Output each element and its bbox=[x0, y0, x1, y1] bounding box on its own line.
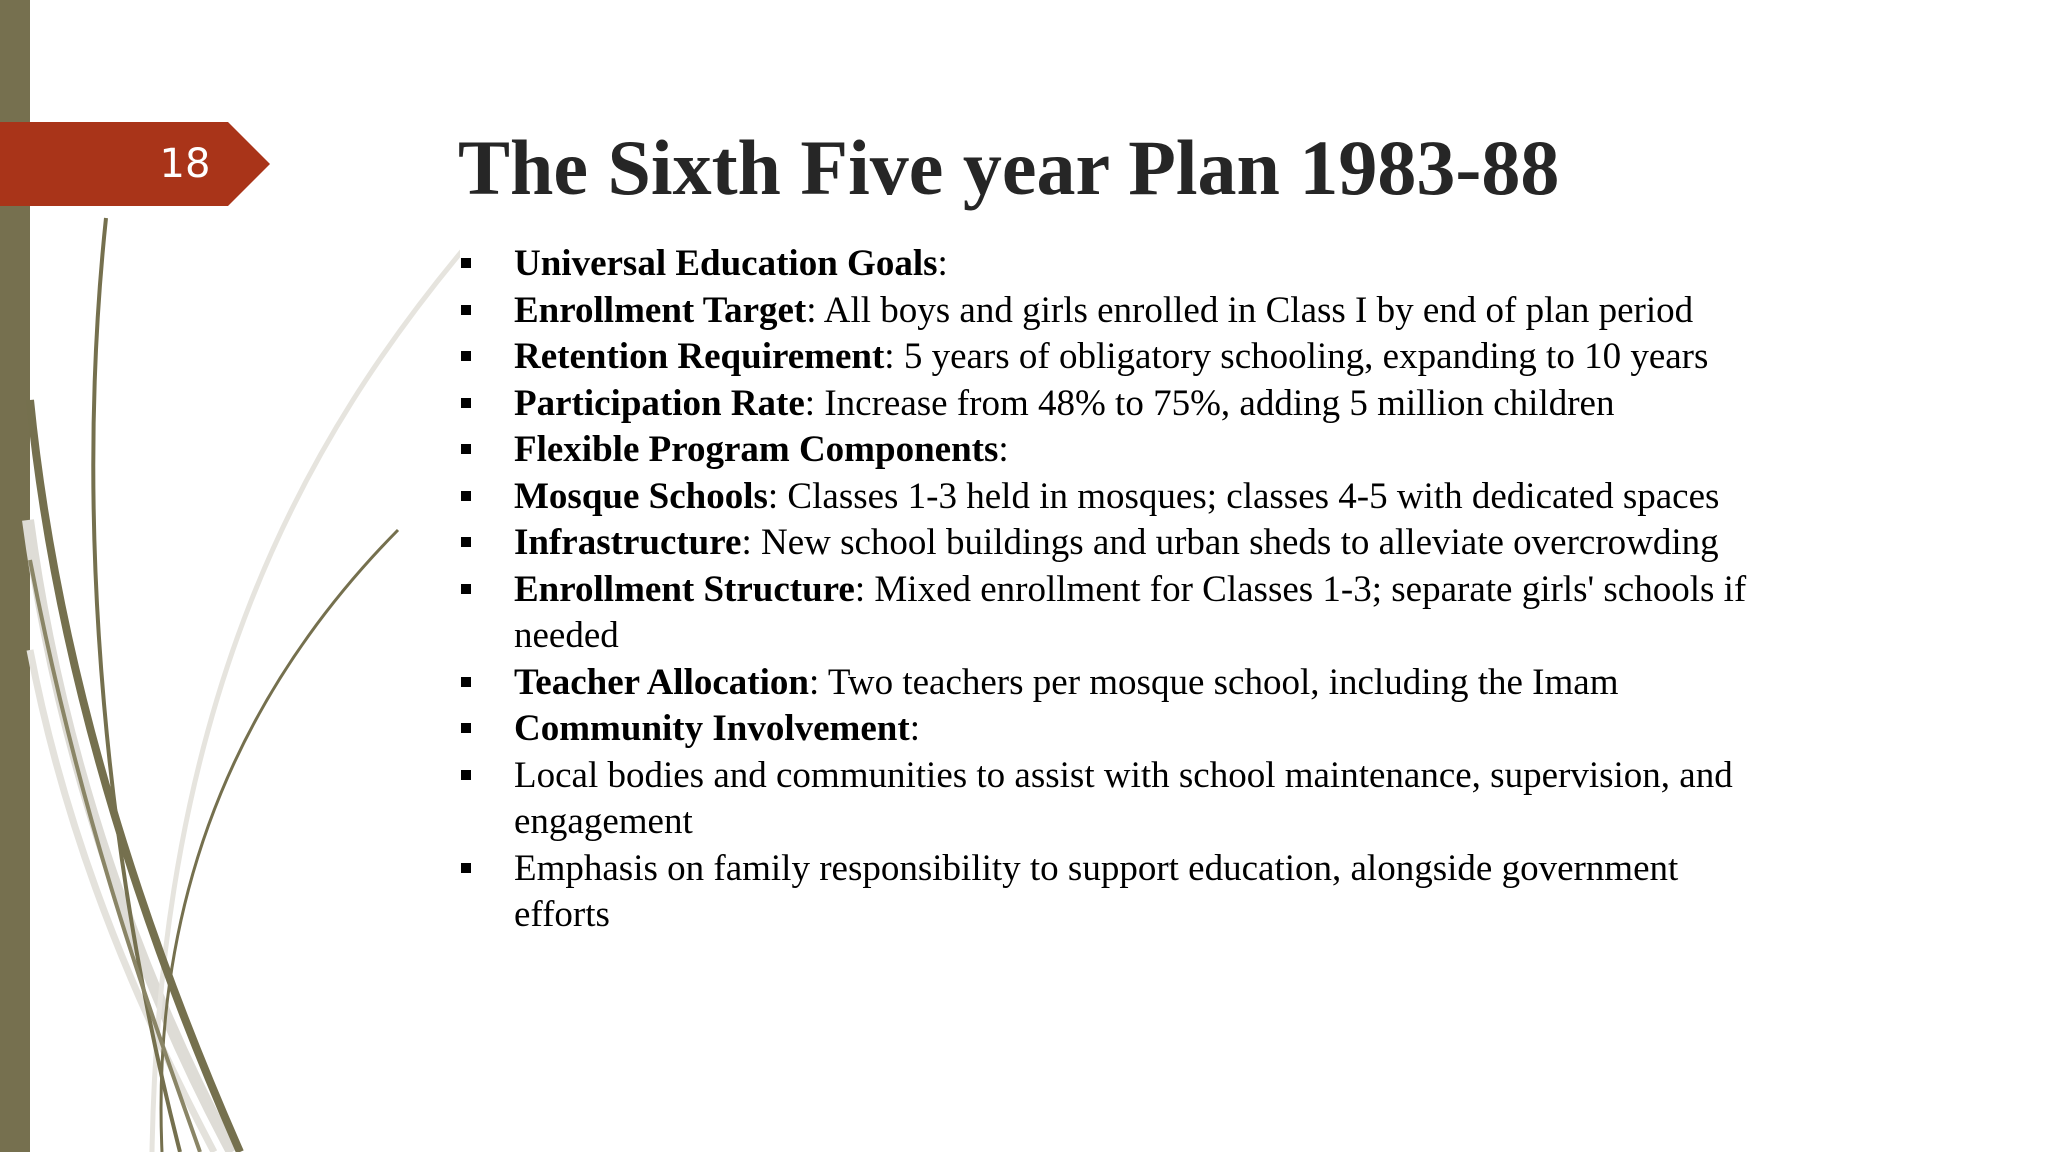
bullet-term: Enrollment Target bbox=[514, 289, 807, 331]
bullet-text: Emphasis on family responsibility to support education, alongside government efforts bbox=[514, 847, 1679, 935]
bullet-item bbox=[458, 241, 1778, 288]
bullet-item bbox=[458, 706, 1778, 753]
square-bullet-icon bbox=[461, 770, 471, 780]
slide-number: 18 bbox=[159, 141, 211, 187]
slide-number-tag-shape bbox=[0, 122, 270, 206]
bullet-term: Mosque Schools bbox=[514, 475, 768, 517]
square-bullet-icon bbox=[461, 723, 471, 733]
bullet-text: : bbox=[998, 429, 1009, 470]
bullet-text: : Mixed enrollment for Classes 1-3; separate girls' schools if needed bbox=[514, 568, 1747, 656]
bullet-item bbox=[458, 474, 1778, 521]
bullet-text: : Two teachers per mosque school, including the Imam bbox=[808, 661, 1619, 703]
slide-title: The Sixth Five year Plan 1983-88 bbox=[458, 124, 1560, 211]
square-bullet-icon bbox=[461, 584, 471, 594]
bullet-item bbox=[458, 520, 1778, 567]
bullet-term: Participation Rate bbox=[514, 382, 805, 424]
bullet-item bbox=[458, 567, 1778, 660]
square-bullet-icon bbox=[461, 863, 471, 873]
bullet-text: Local bodies and communities to assist with school maintenance, supervision, and engagement bbox=[514, 754, 1733, 842]
bullet-text: : Classes 1-3 held in mosques; classes 4-5 with dedicated spaces bbox=[767, 475, 1720, 517]
bullet-item bbox=[458, 846, 1778, 939]
square-bullet-icon bbox=[461, 444, 471, 454]
square-bullet-icon bbox=[461, 491, 471, 501]
square-bullet-icon bbox=[461, 351, 471, 361]
square-bullet-icon bbox=[461, 305, 471, 315]
bullet-text: : Increase from 48% to 75%, adding 5 million children bbox=[804, 382, 1615, 424]
bullet-text: : All boys and girls enrolled in Class I by end of plan period bbox=[806, 289, 1694, 331]
bullet-item bbox=[458, 381, 1778, 428]
bullet-text: : 5 years of obligatory schooling, expanding to 10 years bbox=[884, 336, 1709, 377]
bullet-term: Universal Education Goals bbox=[514, 243, 938, 284]
bullet-item bbox=[458, 427, 1778, 474]
bullet-term: Enrollment Structure bbox=[514, 568, 855, 610]
square-bullet-icon bbox=[461, 258, 471, 268]
bullet-text: : bbox=[937, 243, 948, 284]
bullet-item bbox=[458, 288, 1778, 335]
bullet-text: : New school buildings and urban sheds to alleviate overcrowding bbox=[741, 522, 1719, 563]
bullet-item bbox=[458, 660, 1778, 707]
bullet-term: Retention Requirement bbox=[514, 336, 885, 377]
bullet-item bbox=[458, 753, 1778, 846]
square-bullet-icon bbox=[461, 677, 471, 687]
bullet-term: Teacher Allocation bbox=[514, 661, 809, 703]
square-bullet-icon bbox=[461, 537, 471, 547]
bullet-term: Community Involvement bbox=[514, 708, 910, 749]
square-bullet-icon bbox=[461, 398, 471, 408]
bullet-term: Flexible Program Components bbox=[514, 429, 999, 470]
bullet-term: Infrastructure bbox=[514, 522, 742, 563]
bullet-item bbox=[458, 334, 1778, 381]
slide-number-tag bbox=[0, 122, 272, 206]
bullet-text: : bbox=[909, 708, 920, 749]
bullet-list bbox=[458, 241, 1778, 939]
swoosh-light-2 bbox=[152, 232, 460, 1152]
